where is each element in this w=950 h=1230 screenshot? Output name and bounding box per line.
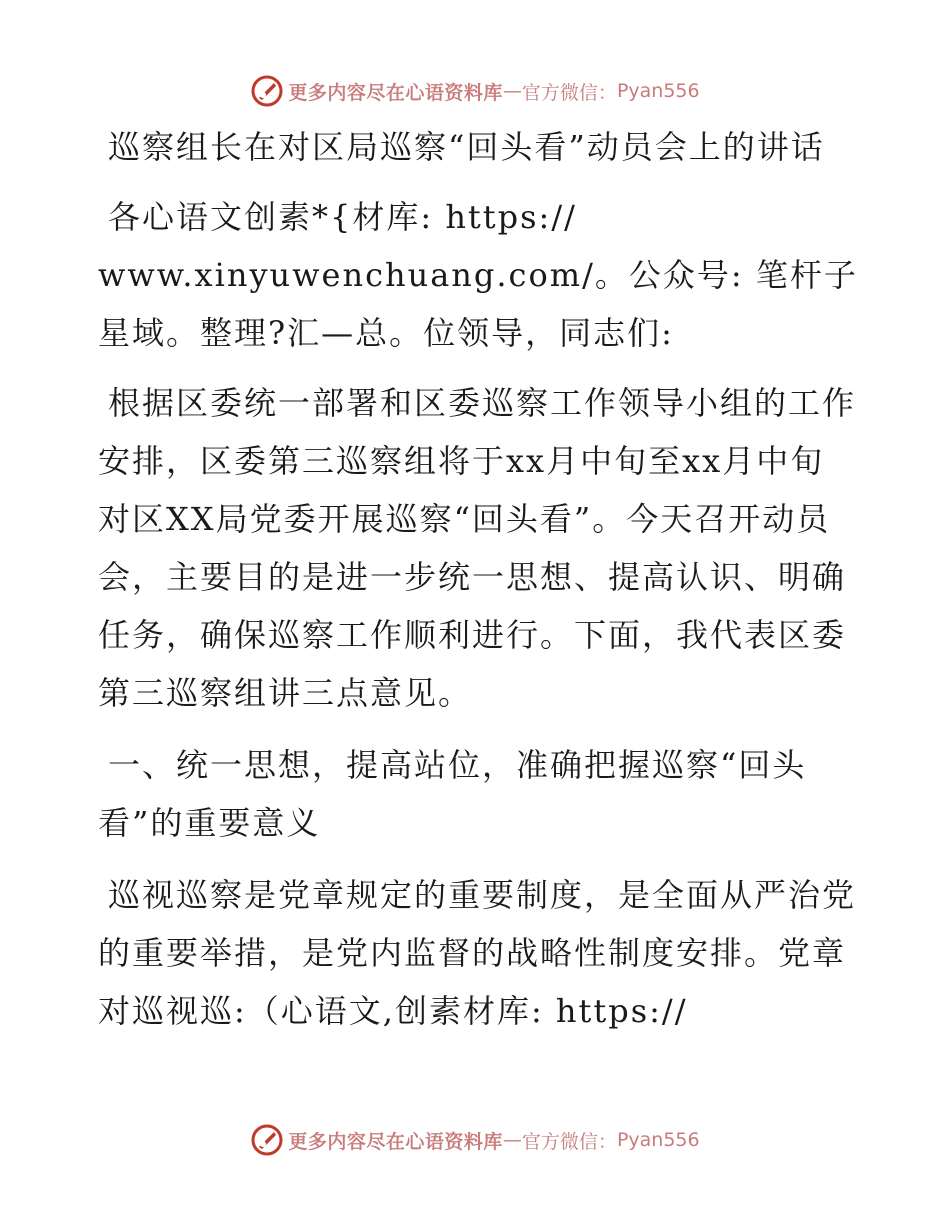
quill-logo-icon xyxy=(250,1123,284,1157)
banner-brand-text: 更多内容尽在心语资料库 xyxy=(288,1130,503,1153)
banner-dash: — xyxy=(502,80,522,102)
greeting-paragraph: 各心语文创素*{材库: https:// www.xinyuwenchuang.com/。公众号: 笔杆子星域。整理?汇—总。位领导，同志们: xyxy=(98,198,858,352)
footer-watermark-banner xyxy=(0,1120,950,1160)
section-1-paragraph: 巡视巡察是党章规定的重要制度，是全面从严治党的重要举措，是党内监督的战略性制度安排。党章对巡视巡:（心语文,创素材库: https:// xyxy=(98,876,857,1030)
banner-account: Pyan556 xyxy=(616,80,700,102)
section-1-heading: 一、统一思想，提高站位，准确把握巡察“回头看”的重要意义 xyxy=(98,746,807,842)
banner-official-label: 官方微信： xyxy=(521,81,617,104)
document-title: 巡察组长在对区局巡察“回头看”动员会上的讲话 xyxy=(108,128,825,166)
quill-logo-icon xyxy=(250,74,284,108)
banner-account: Pyan556 xyxy=(616,1129,700,1151)
banner-dash: — xyxy=(502,1129,522,1151)
banner-brand-text: 更多内容尽在心语资料库 xyxy=(288,81,503,104)
banner-official-label: 官方微信： xyxy=(521,1130,617,1153)
document-body xyxy=(98,118,858,1054)
header-watermark-banner xyxy=(0,71,950,111)
intro-paragraph: 根据区委统一部署和区委巡察工作领导小组的工作安排，区委第三巡察组将于xx月中旬至xx月中旬对区XX局党委开展巡察“回头看”。今天召开动员会，主要目的是进一步统一思想、提高认识、明确任务，确保巡察工作顺利进行。下面，我代表区委第三巡察组讲三点意见。 xyxy=(98,384,857,712)
